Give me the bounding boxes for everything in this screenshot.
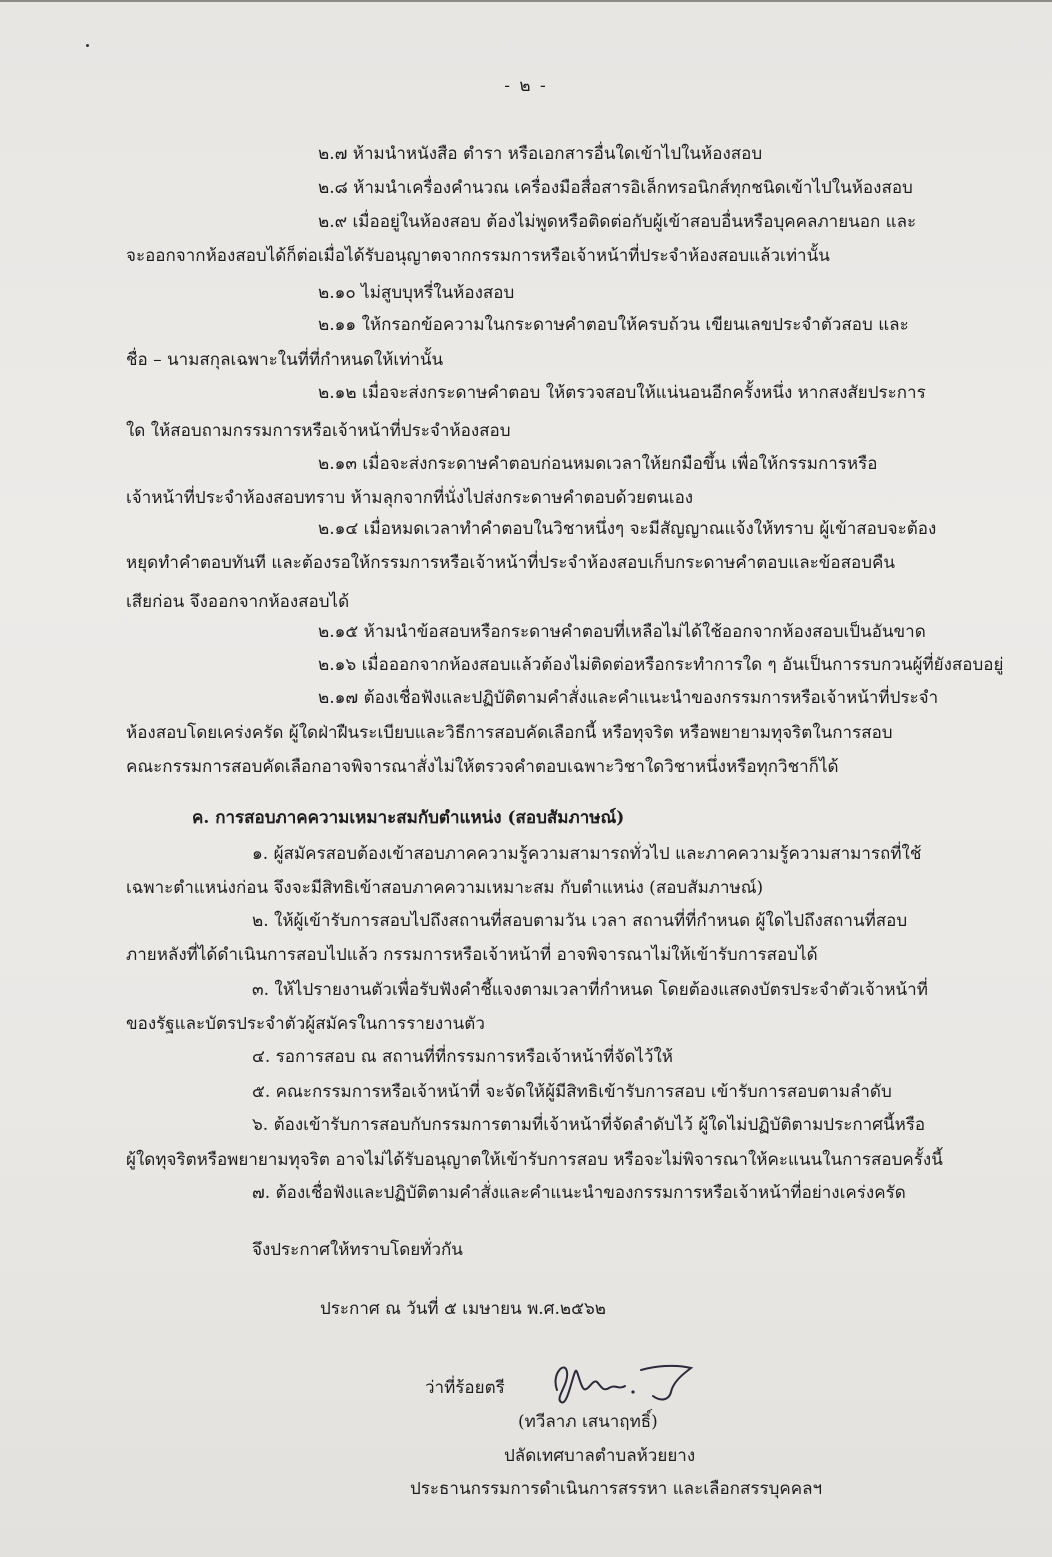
rule-2-14: ๒.๑๔ เมื่อหมดเวลาทำคำตอบในวิชาหนึ่งๆ จะมีสัญญาณแจ้งให้ทราบ ผู้เข้าสอบจะต้อง bbox=[318, 519, 937, 539]
rule-2-12: ๒.๑๒ เมื่อจะส่งกระดาษคำตอบ ให้ตรวจสอบให้แน่นอนอีกครั้งหนึ่ง หากสงสัยประการ bbox=[318, 383, 926, 403]
page-top-edge bbox=[0, 0, 1052, 2]
signer-position-2: ประธานกรรมการดำเนินการสรรหา และเลือกสรรบุคคลฯ bbox=[410, 1479, 823, 1499]
section-c-item-6: ๖. ต้องเข้ารับการสอบกับกรรมการตามที่เจ้าหน้าที่จัดลำดับไว้ ผู้ใดไม่ปฏิบัติตามประกาศนี้หรือ bbox=[252, 1115, 926, 1135]
section-c-item-1: ๑. ผู้สมัครสอบต้องเข้าสอบภาคความรู้ความสามารถทั่วไป และภาคความรู้ความสามารถที่ใช้ bbox=[252, 844, 922, 864]
rule-2-8: ๒.๘ ห้ามนำเครื่องคำนวณ เครื่องมือสื่อสารอิเล็กทรอนิกส์ทุกชนิดเข้าไปในห้องสอบ bbox=[318, 178, 913, 198]
announce-date: ประกาศ ณ วันที่ ๕ เมษายน พ.ศ.๒๕๖๒ bbox=[320, 1299, 606, 1319]
rule-2-14-cont2: เสียก่อน จึงออกจากห้องสอบได้ bbox=[126, 592, 350, 612]
section-c-heading: ค. การสอบภาคความเหมาะสมกับตำแหน่ง (สอบสัมภาษณ์) bbox=[192, 808, 625, 828]
scan-speck bbox=[86, 44, 89, 47]
section-c-item-2-cont: ภายหลังที่ได้ดำเนินการสอบไปแล้ว กรรมการหรือเจ้าหน้าที่ อาจพิจารณาไม่ให้เข้ารับการสอบได้ bbox=[126, 945, 818, 965]
section-c-item-7: ๗. ต้องเชื่อฟังและปฏิบัติตามคำสั่งและคำแนะนำของกรรมการหรือเจ้าหน้าที่อย่างเคร่งครัด bbox=[252, 1183, 906, 1203]
rule-2-9: ๒.๙ เมื่ออยู่ในห้องสอบ ต้องไม่พูดหรือติดต่อกับผู้เข้าสอบอื่นหรือบุคคลภายนอก และ bbox=[318, 212, 917, 232]
rule-2-11-cont: ชื่อ – นามสกุลเฉพาะในที่ที่กำหนดให้เท่านั้น bbox=[126, 350, 444, 370]
section-c-item-3: ๓. ให้ไปรายงานตัวเพื่อรับฟังคำชี้แจงตามเวลาที่กำหนด โดยต้องแสดงบัตรประจำตัวเจ้าหน้าที่ bbox=[252, 980, 928, 1000]
rule-2-10: ๒.๑๐ ไม่สูบบุหรี่ในห้องสอบ bbox=[318, 283, 515, 303]
section-c-item-3-cont: ของรัฐและบัตรประจำตัวผู้สมัครในการรายงานตัว bbox=[126, 1014, 485, 1034]
rule-2-14-cont1: หยุดทำคำตอบทันที และต้องรอให้กรรมการหรือเจ้าหน้าที่ประจำห้องสอบเก็บกระดาษคำตอบและข้อสอบคืน bbox=[126, 553, 895, 573]
closing-text: จึงประกาศให้ทราบโดยทั่วกัน bbox=[252, 1240, 463, 1260]
rule-2-7: ๒.๗ ห้ามนำหนังสือ ตำรา หรือเอกสารอื่นใดเข้าไปในห้องสอบ bbox=[318, 144, 763, 164]
rule-2-12-cont: ใด ให้สอบถามกรรมการหรือเจ้าหน้าที่ประจำห้องสอบ bbox=[126, 421, 511, 441]
rule-2-16: ๒.๑๖ เมื่อออกจากห้องสอบแล้วต้องไม่ติดต่อหรือกระทำการใด ๆ อันเป็นการรบกวนผู้ที่ยังสอบอยู่ bbox=[318, 655, 1004, 675]
rule-2-13-cont: เจ้าหน้าที่ประจำห้องสอบทราบ ห้ามลุกจากที่นั่งไปส่งกระดาษคำตอบด้วยตนเอง bbox=[126, 488, 694, 508]
handwritten-signature bbox=[545, 1352, 705, 1410]
section-c-item-2: ๒. ให้ผู้เข้ารับการสอบไปถึงสถานที่สอบตามวัน เวลา สถานที่ที่กำหนด ผู้ใดไปถึงสถานที่สอบ bbox=[252, 911, 908, 931]
signer-name: (ทวีลาภ เสนาฤทธิ์) bbox=[518, 1412, 658, 1432]
rule-2-11: ๒.๑๑ ให้กรอกข้อความในกระดาษคำตอบให้ครบถ้วน เขียนเลขประจำตัวสอบ และ bbox=[318, 315, 909, 335]
rule-2-17-cont1: ห้องสอบโดยเคร่งครัด ผู้ใดฝ่าฝืนระเบียบและวิธีการสอบคัดเลือกนี้ หรือทุจริต หรือพยายามทุจริตในการสอบ bbox=[126, 723, 893, 743]
section-c-item-1-cont: เฉพาะตำแหน่งก่อน จึงจะมีสิทธิเข้าสอบภาคความเหมาะสม กับตำแหน่ง (สอบสัมภาษณ์) bbox=[126, 878, 764, 898]
signer-rank: ว่าที่ร้อยตรี bbox=[425, 1378, 505, 1398]
rule-2-13: ๒.๑๓ เมื่อจะส่งกระดาษคำตอบก่อนหมดเวลาให้ยกมือขึ้น เพื่อให้กรรมการหรือ bbox=[318, 454, 878, 474]
section-c-item-4: ๔. รอการสอบ ณ สถานที่ที่กรรมการหรือเจ้าหน้าที่จัดไว้ให้ bbox=[252, 1047, 673, 1067]
section-c-item-5: ๕. คณะกรรมการหรือเจ้าหน้าที่ จะจัดให้ผู้มีสิทธิเข้ารับการสอบ เข้ารับการสอบตามลำดับ bbox=[252, 1082, 892, 1102]
rule-2-9-cont: จะออกจากห้องสอบได้ก็ต่อเมื่อได้รับอนุญาตจากกรรมการหรือเจ้าหน้าที่ประจำห้องสอบแล้วเท่านั้น bbox=[126, 246, 830, 266]
section-c-item-6-cont: ผู้ใดทุจริตหรือพยายามทุจริต อาจไม่ได้รับอนุญาตให้เข้ารับการสอบ หรือจะไม่พิจารณาให้คะแนนในการสอบครั้งนี้ bbox=[126, 1150, 943, 1170]
signer-position-1: ปลัดเทศบาลตำบลห้วยยาง bbox=[504, 1446, 696, 1466]
page-number: - ๒ - bbox=[504, 76, 548, 96]
rule-2-15: ๒.๑๕ ห้ามนำข้อสอบหรือกระดาษคำตอบที่เหลือไม่ได้ใช้ออกจากห้องสอบเป็นอันขาด bbox=[318, 622, 926, 642]
rule-2-17: ๒.๑๗ ต้องเชื่อฟังและปฏิบัติตามคำสั่งและคำแนะนำของกรรมการหรือเจ้าหน้าที่ประจำ bbox=[318, 688, 939, 708]
rule-2-17-cont2: คณะกรรมการสอบคัดเลือกอาจพิจารณาสั่งไม่ให้ตรวจคำตอบเฉพาะวิชาใดวิชาหนึ่งหรือทุกวิชาก็ได้ bbox=[126, 757, 839, 777]
